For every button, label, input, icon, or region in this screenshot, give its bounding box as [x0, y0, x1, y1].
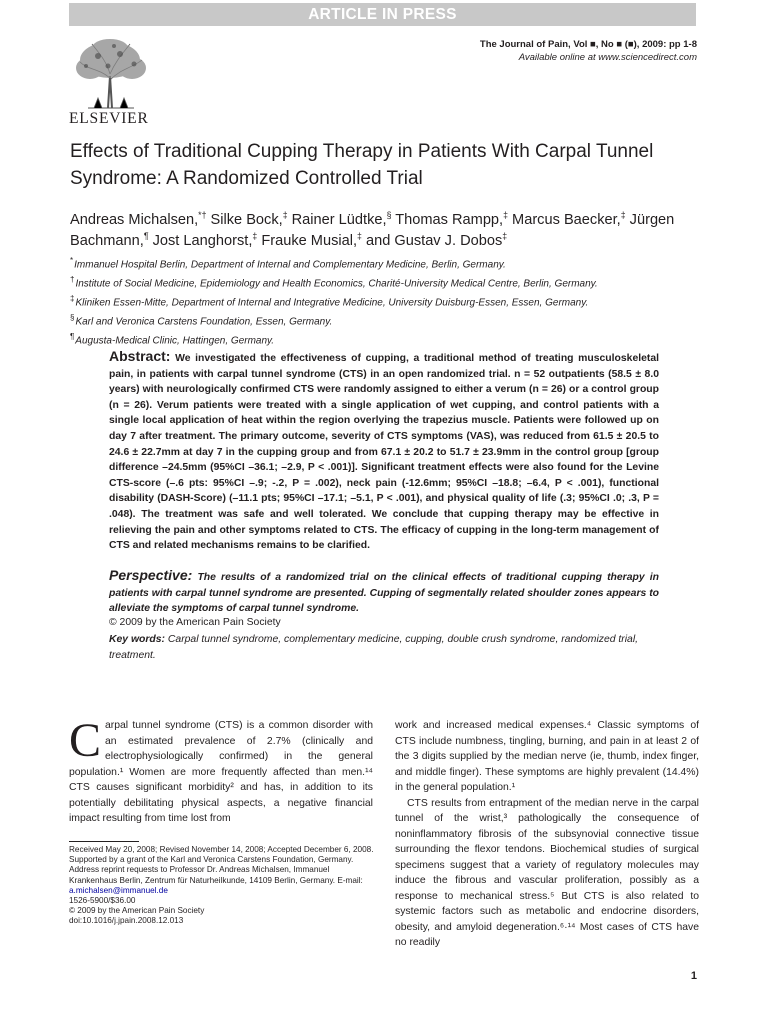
page-number: 1	[690, 970, 697, 982]
affiliation-mark: *	[70, 256, 74, 265]
author-affiliation-mark: ¶	[143, 231, 149, 242]
perspective-text: The results of a randomized trial on the clinical effects of traditional cupping therapy in patients with carpal tunnel syndrome are presented. Cupping of segmentally related shoulder zones appears to alleviate the symptoms of carpal tunnel syndrome.	[109, 572, 660, 615]
abstract-label: Abstract:	[109, 348, 171, 364]
affiliation	[70, 254, 710, 273]
affiliation-text: Karl and Veronica Carstens Foundation, Essen, Germany.	[75, 316, 333, 328]
correspondence-note	[69, 865, 375, 896]
author-name: and Gustav J. Dobos	[365, 233, 503, 249]
article-title: Effects of Traditional Cupping Therapy in Patients With Carpal Tunnel Syndrome: A Randomized Controlled Trial	[70, 141, 654, 189]
email-link[interactable]: a.michalsen@immanuel.de	[69, 885, 168, 895]
affiliation	[70, 292, 710, 311]
keywords-block	[109, 632, 659, 664]
author-affiliation-mark: ‡	[252, 231, 258, 242]
journal-reference	[480, 38, 697, 64]
perspective-label: Perspective:	[109, 567, 193, 583]
abstract-block	[109, 349, 659, 554]
author-name: Thomas Rampp,	[395, 212, 504, 228]
affiliation-text: Augusta-Medical Clinic, Hattingen, Germany.	[75, 335, 275, 347]
doi: doi:10.1016/j.jpain.2008.12.013	[69, 916, 184, 926]
author-list	[70, 210, 710, 252]
author-name: Frauke Musial,	[261, 233, 358, 249]
journal-citation: The Journal of Pain, Vol ■, No ■ (■), 2009: pp 1-8	[479, 39, 697, 50]
body-column-left	[69, 714, 373, 827]
author-affiliation-mark: ‡	[502, 231, 508, 242]
affiliation-text: Institute of Social Medicine, Epidemiology and Health Economics, Charité-University Medical Centre, Berlin, Germany.	[75, 278, 598, 290]
affiliation-mark: §	[70, 312, 75, 322]
footnote-copyright: © 2009 by the American Pain Society	[69, 906, 205, 916]
keywords-label: Key words:	[109, 634, 166, 645]
received-dates: Received May 20, 2008; Revised November 14, 2008; Accepted December 6, 2008.	[69, 845, 374, 854]
author-affiliation-mark: ‡	[282, 210, 288, 221]
author-affiliation-mark: ‡	[503, 210, 508, 221]
correspondence-text: Address reprint requests to Professor Dr. Andreas Michalsen, Immanuel Krankenhaus Berlin, Zentrum für Naturheilkunde, 14109 Berlin, Germany. E-mail:	[69, 865, 363, 885]
affiliation-mark: ‡	[70, 293, 75, 303]
affiliation-mark: ¶	[70, 331, 75, 341]
keywords-text: Carpal tunnel syndrome, complementary medicine, cupping, double crush syndrome, randomized trial, treatment.	[109, 634, 639, 661]
publisher-name: ELSEVIER	[69, 110, 149, 127]
author-name: Jürgen Bachmann,	[70, 212, 675, 249]
author-affiliation-mark: ‡	[620, 210, 626, 221]
body-column-right	[395, 718, 699, 951]
affiliation-text: Kliniken Essen-Mitte, Department of Internal and Integrative Medicine, University Duisburg-Essen, Essen, Germany.	[75, 297, 589, 309]
drop-cap: C	[69, 714, 102, 767]
funding-note: Supported by a grant of the Karl and Veronica Carstens Foundation, Germany.	[69, 855, 354, 865]
affiliation-mark: †	[70, 274, 75, 284]
intro-paragraph	[69, 714, 373, 827]
availability-note: Available online at www.sciencedirect.com	[518, 52, 697, 63]
issn: 1526-5900/$36.00	[69, 896, 136, 906]
perspective-block	[109, 568, 659, 617]
author-affiliation-mark: §	[386, 210, 392, 221]
body-paragraph: CTS results from entrapment of the median nerve in the carpal tunnel of the wrist,³ pathologically the consequence of noninflammatory fibrosis of the subsynovial connective tissue surrounding the flexor tendons. Biochemical studies of surgical specimens suggest that a variety of regulatory molecules may induce the fibrous and vascular proliferation, possibly as a response to mechanical stress.⁵ But CTS is also related to systemic factors such as metabolic and endocrine disorders, obesity, and amyloid degeneration.⁶·¹⁴ Most cases of CTS have no readily	[395, 797, 699, 948]
author-name: Silke Bock,	[210, 212, 283, 228]
affiliation-text: Immanuel Hospital Berlin, Department of Internal and Complementary Medicine, Berlin, Germany.	[74, 259, 506, 271]
abstract-text: We investigated the effectiveness of cupping, a traditional method of treating musculoskeletal pain, in patients with carpal tunnel syndrome (CTS) in an open randomized trial. n = 52 outpatients (58.5 ± 8.0 years) with neurologically confirmed CTS were randomly assigned to either a verum (n = 26) or a control group (n = 26). Verum patients were treated with a single application of wet cupping, and control patients with a single local application of heat within the region overlying the trapezius muscle. Patients were followed up on day 7 after treatment. The primary outcome, severity of CTS symptoms (VAS), was reduced from 61.5 ± 20.5 to 24.6 ± 22.7mm at day 7 in the cupping group and from 67.1 ± 20.2 to 51.7 ± 23.9mm in the control group [group difference –24.5mm (95%CI –36.1; –2.9, P < .001)]. Significant treatment effects were also found for the Levine CTS-score (–.6 pts: 95%CI –.9; -.2, P = .002), neck pain (-12.6mm; 95%CI –18.8; –6.4, P < .001), functional disability (DASH-Score) (–11.1 pts; 95%CI –17.1; –5.1, P < .001), and physical quality of life (.3; 95%CI .0; .3, P = .048). The treatment was safe and well tolerated. We conclude that cupping therapy may be effective in relieving the pain and other symptoms related to CTS. The efficacy of cupping in the long-term management of CTS and related mechanisms remains to be clarified.	[109, 353, 660, 552]
author-name: Marcus Baecker,	[512, 212, 621, 228]
affiliation	[70, 311, 710, 330]
affiliation	[70, 273, 710, 292]
body-paragraph: work and increased medical expenses.⁴ Classic symptoms of CTS include numbness, tingling, burning, and pain in at least 2 of the 3 digits supplied by the median nerve (ie, thumb, index finger, and middle finger). These symptoms are highly prevalent (14.4%) in the general population.¹	[395, 720, 699, 793]
elsevier-tree-logo	[68, 38, 152, 110]
abstract-copyright: © 2009 by the American Pain Society	[109, 617, 281, 628]
author-name: Jost Langhorst,	[152, 233, 253, 249]
footnote-divider	[69, 841, 139, 842]
affiliation	[70, 330, 710, 349]
article-in-press-banner: ARTICLE IN PRESS	[69, 3, 696, 26]
affiliation-list	[70, 254, 710, 349]
footnotes	[69, 845, 375, 927]
author-name: Andreas Michalsen,	[70, 212, 199, 228]
author-affiliation-mark: *†	[198, 210, 207, 221]
author-affiliation-mark: ‡	[357, 231, 362, 242]
intro-text: arpal tunnel syndrome (CTS) is a common disorder with an estimated prevalence of 2.7% (clinically and electrophysiologically confirmed) in the general population.¹ Women are more frequently affected than men.¹⁴ CTS causes significant morbidity² and has, in addition to its potentially debilitating physical aspects, a negative financial impact resulting from time lost from	[69, 720, 373, 824]
author-name: Rainer Lüdtke,	[291, 212, 387, 228]
